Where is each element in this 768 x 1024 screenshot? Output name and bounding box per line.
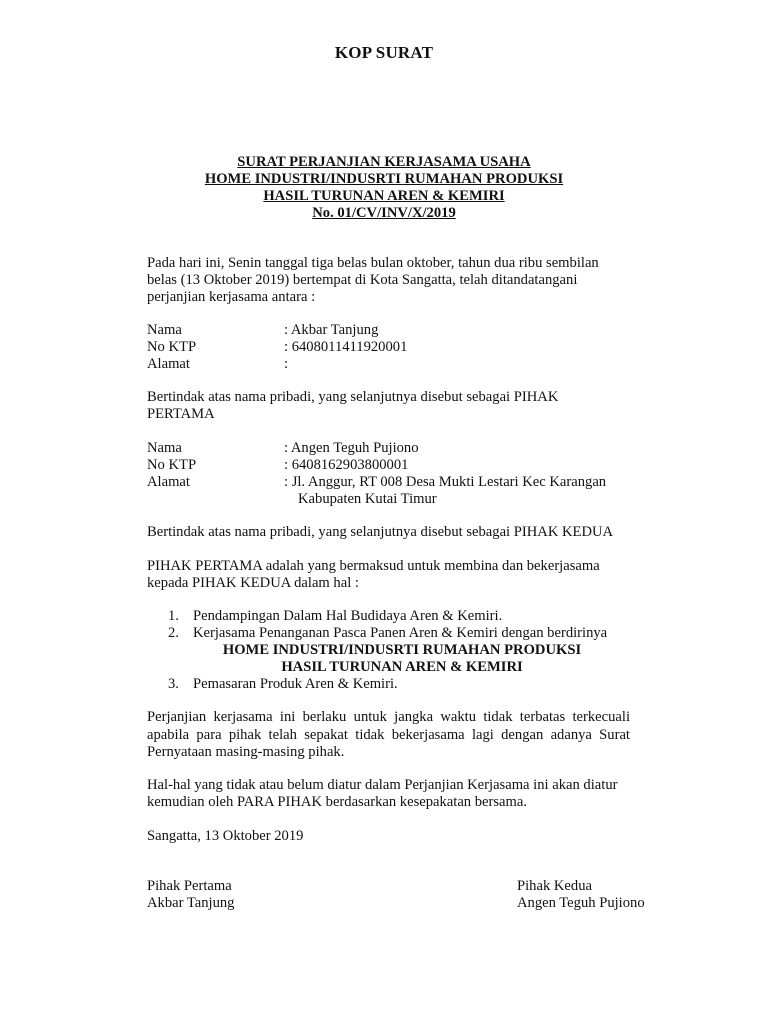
party1-name-value: : Akbar Tanjung bbox=[284, 322, 379, 338]
party2-address-label: Alamat bbox=[147, 474, 190, 490]
party2-statement: Bertindak atas nama pribadi, yang selanjutnya disebut sebagai PIHAK KEDUA bbox=[147, 524, 614, 540]
party1-name-label: Nama bbox=[147, 322, 182, 338]
document-title-line2: HOME INDUSTRI/INDUSRTI RUMAHAN PRODUKSI bbox=[204, 171, 564, 187]
list-item-2-bold-line-1: HOME INDUSTRI/INDUSRTI RUMAHAN PRODUKSI bbox=[222, 642, 582, 658]
party2-address-value: : Jl. Anggur, RT 008 Desa Mukti Lestari Kec Karangan bbox=[284, 474, 607, 490]
intro-line-1: PIHAK PERTAMA adalah yang bermaksud untuk membina dan bekerjasama bbox=[147, 558, 600, 574]
closing-line-2: kemudian oleh PARA PIHAK berdasarkan kesepakatan bersama. bbox=[147, 794, 528, 810]
party1-statement-line-2: PERTAMA bbox=[147, 406, 215, 422]
list-item-2-bold-line-2: HASIL TURUNAN AREN & KEMIRI bbox=[281, 659, 523, 675]
opening-line-1: Pada hari ini, Senin tanggal tiga belas bulan oktober, tahun dua ribu sembilan bbox=[147, 255, 599, 271]
party1-statement-line-1: Bertindak atas nama pribadi, yang selanjutnya disebut sebagai PIHAK bbox=[147, 389, 559, 405]
intro-line-2: kepada PIHAK KEDUA dalam hal : bbox=[147, 575, 359, 591]
closing-line-1: Hal-hal yang tidak atau belum diatur dalam Perjanjian Kerjasama ini akan diatur bbox=[147, 777, 618, 793]
party2-address-value-line-2: Kabupaten Kutai Timur bbox=[298, 491, 437, 507]
party2-ktp-value: : 6408162903800001 bbox=[284, 457, 409, 473]
list-item-1-text: Pendampingan Dalam Hal Budidaya Aren & Kemiri. bbox=[193, 608, 503, 624]
signature-left-name: Akbar Tanjung bbox=[147, 895, 235, 911]
place-date: Sangatta, 13 Oktober 2019 bbox=[147, 828, 304, 844]
list-item-3-text: Pemasaran Produk Aren & Kemiri. bbox=[193, 676, 398, 692]
list-item-2-number: 2. bbox=[168, 625, 179, 641]
party2-name-value: : Angen Teguh Pujiono bbox=[284, 440, 419, 456]
document-title-line3: HASIL TURUNAN AREN & KEMIRI bbox=[263, 188, 505, 204]
signature-right-name: Angen Teguh Pujiono bbox=[517, 895, 645, 911]
opening-line-2: belas (13 Oktober 2019) bertempat di Kota Sangatta, telah ditandatangani bbox=[147, 272, 578, 288]
document-number: No. 01/CV/INV/X/2019 bbox=[312, 205, 456, 221]
signature-right-role: Pihak Kedua bbox=[517, 878, 592, 894]
document-title: SURAT PERJANJIAN KERJASAMA USAHA bbox=[237, 154, 531, 170]
opening-line-3: perjanjian kerjasama antara : bbox=[147, 289, 316, 305]
party2-name-label: Nama bbox=[147, 440, 182, 456]
signature-left-role: Pihak Pertama bbox=[147, 878, 232, 894]
list-item-3-number: 3. bbox=[168, 676, 179, 692]
validity-paragraph: Perjanjian kerjasama ini berlaku untuk jangka waktu tidak terbatas terkecuali apabila para pihak telah sepakat tidak bekerjasama lagi dengan adanya Surat Pernyataan masing-masing pihak. bbox=[147, 709, 630, 760]
list-item-2-text: Kerjasama Penanganan Pasca Panen Aren & Kemiri dengan berdirinya bbox=[193, 625, 608, 641]
party1-ktp-value: : 6408011411920001 bbox=[284, 339, 408, 355]
party1-ktp-label: No KTP bbox=[147, 339, 197, 355]
party2-ktp-label: No KTP bbox=[147, 457, 197, 473]
letterhead-placeholder: KOP SURAT bbox=[334, 43, 434, 62]
party1-address-value: : bbox=[284, 356, 289, 372]
list-item-1-number: 1. bbox=[168, 608, 179, 624]
party1-address-label: Alamat bbox=[147, 356, 190, 372]
